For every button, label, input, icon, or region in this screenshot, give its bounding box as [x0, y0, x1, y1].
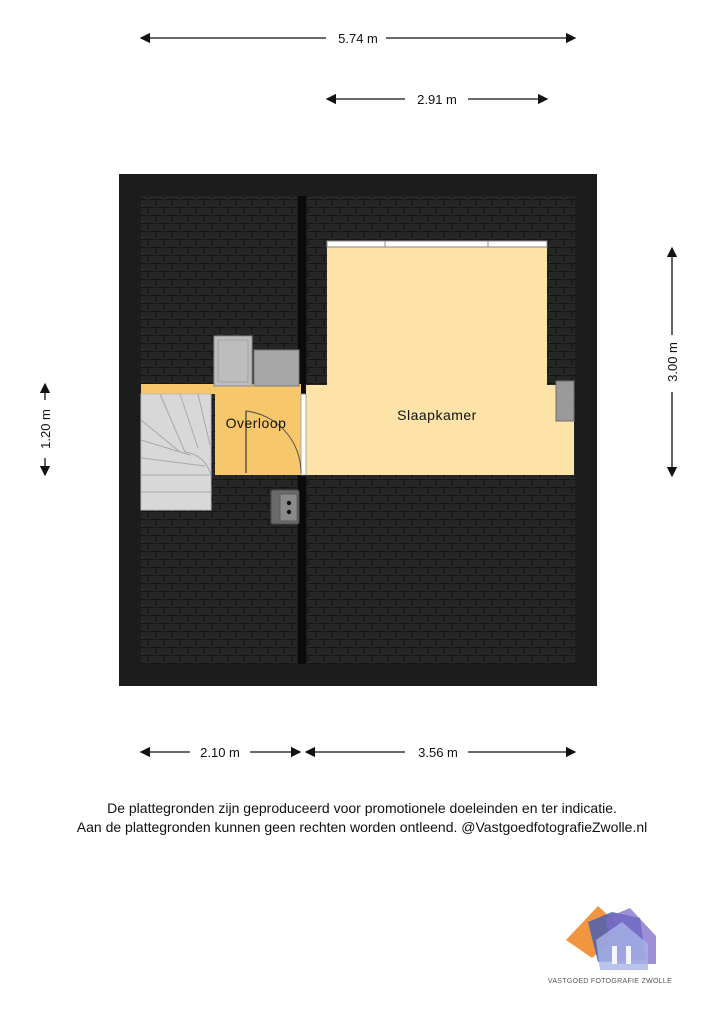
dimension-left-height	[38, 384, 53, 475]
boiler-unit	[271, 490, 299, 524]
bedroom-label: Slaapkamer	[397, 407, 477, 423]
bedroom	[306, 241, 574, 475]
disclaimer-line-1: De plattegronden zijn geproduceerd voor promotionele doeleinden en ter indicatie.	[107, 800, 617, 816]
dimension-top-right-label: 2.91 m	[417, 92, 457, 107]
dimension-right-height	[665, 248, 680, 476]
dimension-bottom-left-label: 2.10 m	[200, 745, 240, 760]
skylight	[214, 336, 252, 386]
bedroom-column	[556, 381, 574, 421]
dimension-top-total-label: 5.74 m	[338, 31, 378, 46]
dimension-bottom-right-label: 3.56 m	[418, 745, 458, 760]
company-logo	[548, 906, 672, 985]
dimension-bottom-right	[306, 745, 575, 760]
storage-box	[254, 350, 299, 386]
dimension-bottom-left	[141, 745, 300, 760]
dimension-top-right	[327, 92, 547, 107]
dimension-right-height-label: 3.00 m	[665, 342, 680, 382]
staircase	[141, 394, 211, 510]
dormer-window	[327, 241, 547, 247]
landing-label: Overloop	[225, 415, 287, 431]
dimension-top-total	[141, 31, 575, 46]
logo-text: VASTGOED FOTOGRAFIE ZWOLLE	[547, 978, 673, 985]
dimension-left-height-label: 1.20 m	[38, 409, 53, 449]
disclaimer-line-2: Aan de plattegronden kunnen geen rechten worden ontleend. @VastgoedfotografieZwolle.nl	[76, 819, 648, 835]
